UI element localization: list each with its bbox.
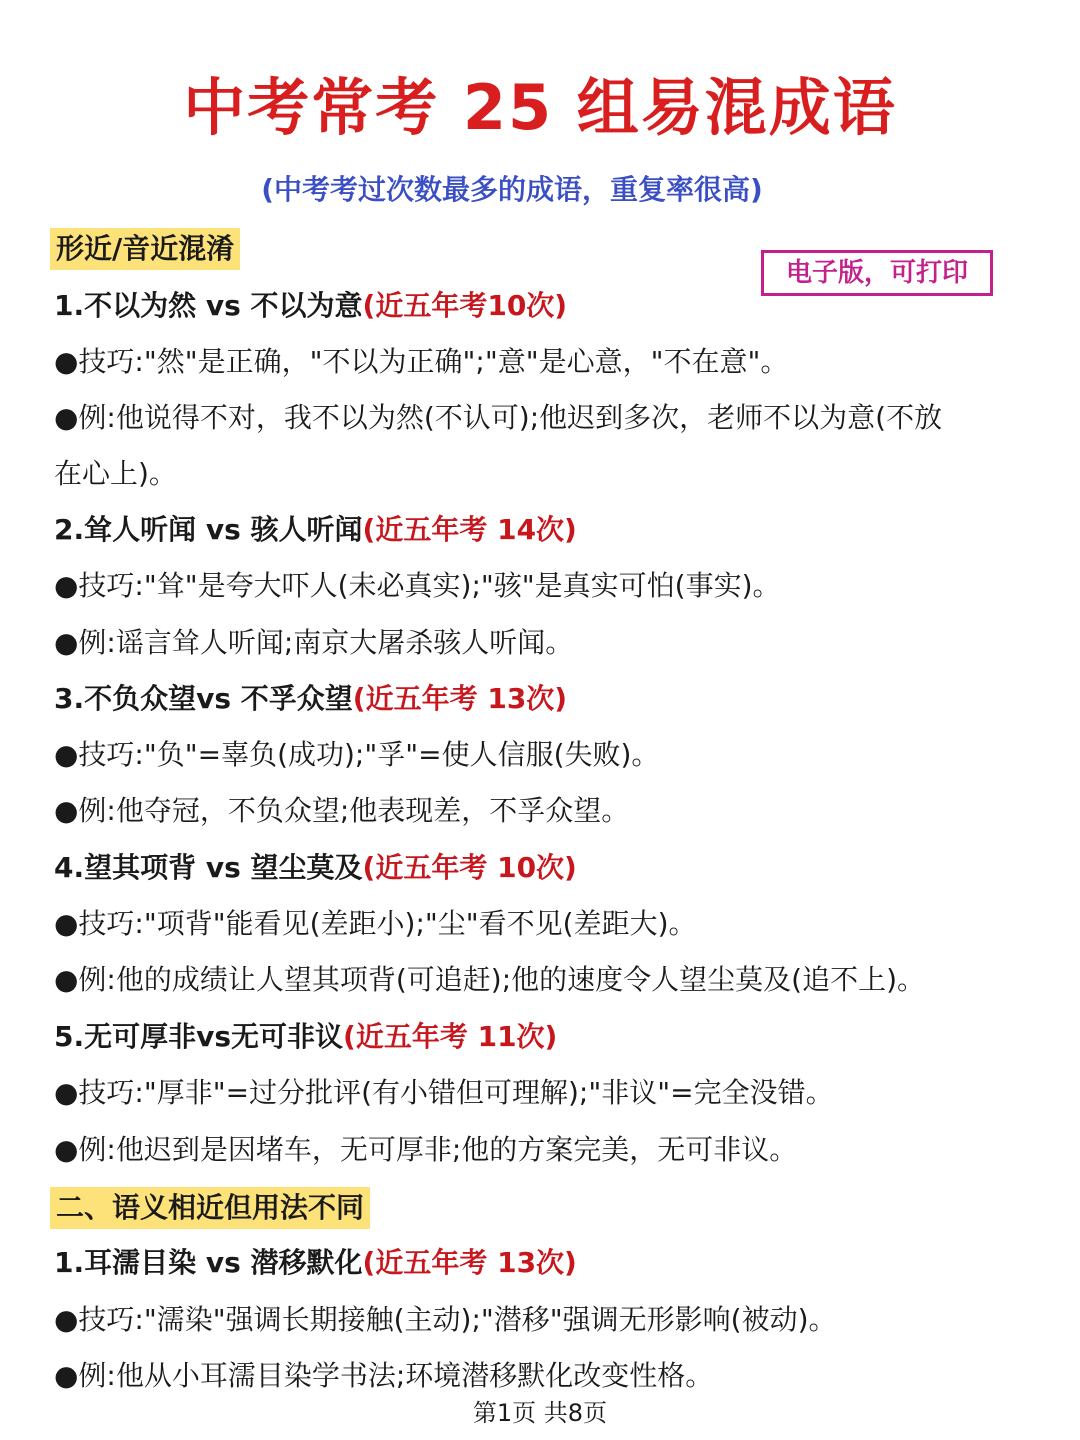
exam-frequency: (近五年考 13次) bbox=[362, 1246, 577, 1279]
idiom-pair: 4.望其项背 vs 望尘莫及 bbox=[54, 851, 363, 884]
tip-text: ●技巧:"负"=辜负(成功);"孚"=使人信服(失败)。 bbox=[54, 738, 660, 771]
exam-frequency: (近五年考 13次) bbox=[352, 682, 568, 715]
exam-frequency: (近五年考 10次) bbox=[362, 851, 577, 884]
idiom-title bbox=[54, 1243, 1014, 1283]
idiom-title bbox=[54, 848, 1014, 888]
idiom-pair: 1.耳濡目染 vs 潜移默化 bbox=[54, 1246, 363, 1279]
idiom-pair: 2.耸人听闻 vs 骇人听闻 bbox=[54, 513, 363, 546]
example-text-continued: 在心上)。 bbox=[54, 457, 177, 490]
exam-frequency: (近五年考 11次) bbox=[343, 1020, 558, 1053]
print-badge: 电子版，可打印 bbox=[761, 250, 993, 296]
section-heading-1: 形近/音近混淆 bbox=[50, 228, 240, 270]
tip-text: ●技巧:"濡染"强调长期接触(主动);"潜移"强调无形影响(被动)。 bbox=[54, 1303, 837, 1336]
idiom-title bbox=[54, 679, 1014, 719]
tip-text: ●技巧:"项背"能看见(差距小);"尘"看不见(差距大)。 bbox=[54, 907, 697, 940]
example-text: ●例:他迟到是因堵车，无可厚非;他的方案完美，无可非议。 bbox=[54, 1133, 798, 1166]
tip-text: ●技巧:"耸"是夸大吓人(未必真实);"骇"是真实可怕(事实)。 bbox=[54, 569, 781, 602]
page-title: 中考常考 25 组易混成语 bbox=[183, 71, 897, 144]
exam-frequency: (近五年考 14次) bbox=[362, 513, 577, 546]
idiom-pair: 5.无可厚非vs无可非议 bbox=[54, 1020, 344, 1053]
page-number: 第1页 共8页 bbox=[472, 1399, 608, 1427]
tip-text: ●技巧:"然"是正确，"不以为正确";"意"是心意，"不在意"。 bbox=[54, 345, 789, 378]
example-text: ●例:他从小耳濡目染学书法;环境潜移默化改变性格。 bbox=[54, 1359, 714, 1392]
tip-text: ●技巧:"厚非"=过分批评(有小错但可理解);"非议"=完全没错。 bbox=[54, 1076, 834, 1109]
example-text: ●例:他夺冠，不负众望;他表现差，不孚众望。 bbox=[54, 794, 630, 827]
idiom-title bbox=[54, 286, 1014, 326]
section-heading-2: 二、语义相近但用法不同 bbox=[50, 1187, 370, 1229]
example-text: ●例:他的成绩让人望其项背(可追赶);他的速度令人望尘莫及(追不上)。 bbox=[54, 963, 925, 996]
idiom-pair: 1.不以为然 vs 不以为意 bbox=[54, 289, 363, 322]
idiom-title bbox=[54, 510, 1014, 550]
idiom-pair: 3.不负众望vs 不孚众望 bbox=[54, 682, 353, 715]
idiom-title bbox=[54, 1017, 1014, 1057]
example-text: ●例:谣言耸人听闻;南京大屠杀骇人听闻。 bbox=[54, 626, 574, 659]
exam-frequency: (近五年考10次) bbox=[362, 289, 568, 322]
page-subtitle: (中考考过次数最多的成语，重复率很高) bbox=[261, 173, 763, 206]
example-text: ●例:他说得不对，我不以为然(不认可);他迟到多次，老师不以为意(不放 bbox=[54, 401, 943, 434]
